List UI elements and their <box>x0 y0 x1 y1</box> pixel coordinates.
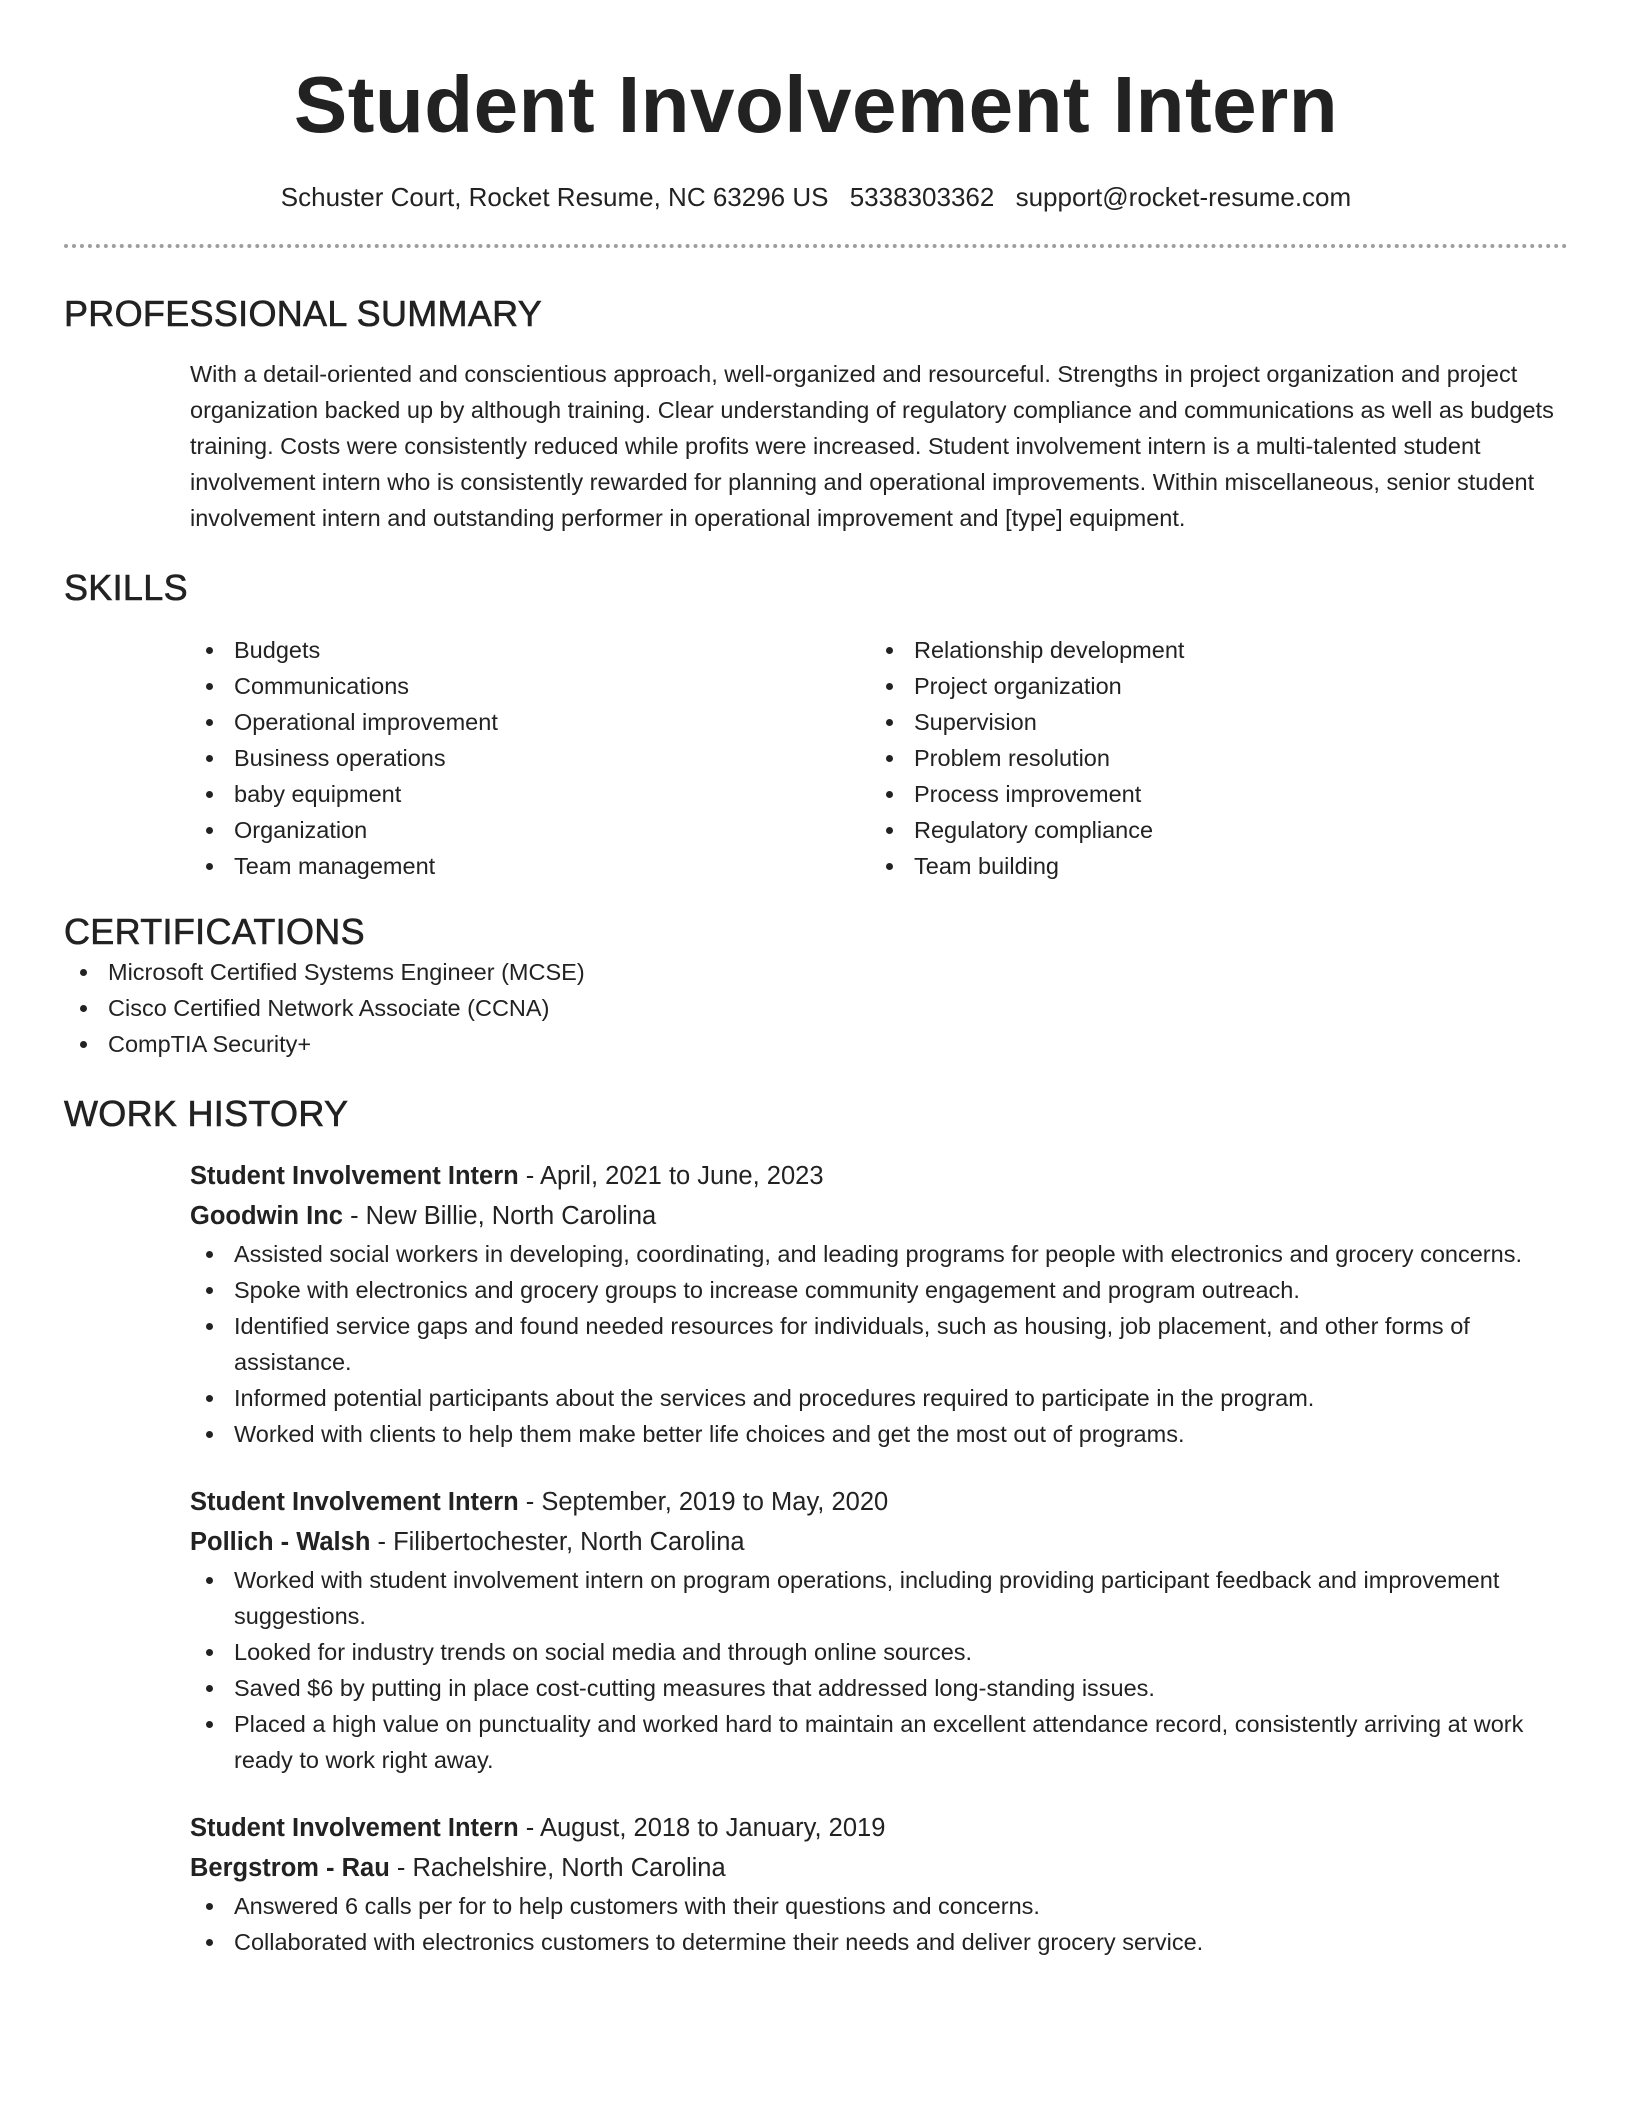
section-title-work-history: WORK HISTORY <box>64 1093 349 1134</box>
job-entry <box>190 1156 1568 1452</box>
skill-item: baby equipment <box>190 776 870 812</box>
job-company: Goodwin Inc <box>190 1202 343 1230</box>
job-duty: Worked with student involvement intern on program operations, including providing participant feedback and improvement suggestions. <box>190 1562 1568 1634</box>
job-duty: Identified service gaps and found needed resources for individuals, such as housing, job placement, and other forms of assistance. <box>190 1308 1568 1380</box>
job-duties-list <box>190 1236 1568 1452</box>
job-dates: - April, 2021 to June, 2023 <box>518 1162 824 1190</box>
job-duty: Spoke with electronics and grocery groups to increase community engagement and program outreach. <box>190 1272 1568 1308</box>
certifications-list <box>64 954 1568 1062</box>
certification-item: CompTIA Security+ <box>64 1026 1568 1062</box>
skills-grid <box>190 632 1568 884</box>
job-location: - Filibertochester, North Carolina <box>370 1528 745 1556</box>
skill-item: Organization <box>190 812 870 848</box>
certification-item: Microsoft Certified Systems Engineer (MCSE) <box>64 954 1568 990</box>
job-title-line <box>190 1808 1568 1848</box>
job-duty: Answered 6 calls per for to help customers with their questions and concerns. <box>190 1888 1568 1924</box>
job-location: - Rachelshire, North Carolina <box>389 1854 726 1882</box>
skills-list-right <box>870 632 1550 884</box>
skill-item: Supervision <box>870 704 1550 740</box>
skill-item: Relationship development <box>870 632 1550 668</box>
job-duty: Worked with clients to help them make better life choices and get the most out of programs. <box>190 1416 1568 1452</box>
skills-column-right <box>870 632 1550 884</box>
job-duties-list <box>190 1562 1568 1778</box>
job-location: - New Billie, North Carolina <box>343 1202 657 1230</box>
skill-item: Budgets <box>190 632 870 668</box>
section-title-summary: PROFESSIONAL SUMMARY <box>64 293 543 334</box>
skill-item: Team building <box>870 848 1550 884</box>
skill-item: Team management <box>190 848 870 884</box>
skill-item: Problem resolution <box>870 740 1550 776</box>
section-title-certifications: CERTIFICATIONS <box>64 911 365 952</box>
job-position: Student Involvement Intern <box>190 1814 519 1842</box>
job-entry <box>190 1808 1568 1960</box>
contact-line <box>64 180 1568 214</box>
job-company: Pollich - Walsh <box>190 1528 371 1556</box>
job-company: Bergstrom - Rau <box>190 1854 390 1882</box>
job-duty: Saved $6 by putting in place cost-cutting measures that addressed long-standing issues. <box>190 1670 1568 1706</box>
job-company-line <box>190 1848 1568 1888</box>
job-duty: Collaborated with electronics customers to determine their needs and deliver grocery service. <box>190 1924 1568 1960</box>
skills-list-left <box>190 632 870 884</box>
job-dates: - September, 2019 to May, 2020 <box>518 1488 889 1516</box>
contact-address: Schuster Court, Rocket Resume, NC 63296 US <box>280 182 829 212</box>
skills-column-left <box>190 632 870 884</box>
header-divider <box>64 244 1568 248</box>
job-duty: Informed potential participants about the services and procedures required to participate in the program. <box>190 1380 1568 1416</box>
skill-item: Process improvement <box>870 776 1550 812</box>
certification-item: Cisco Certified Network Associate (CCNA) <box>64 990 1568 1026</box>
skill-item: Business operations <box>190 740 870 776</box>
job-dates: - August, 2018 to January, 2019 <box>518 1814 886 1842</box>
job-company-line <box>190 1196 1568 1236</box>
skill-item: Project organization <box>870 668 1550 704</box>
job-duties-list <box>190 1888 1568 1960</box>
skill-item: Operational improvement <box>190 704 870 740</box>
summary-text: With a detail-oriented and conscientious approach, well-organized and resourceful. Strengths in project organization and project organization backed up by although training. Clear understanding of regulatory compliance and communications as well as budgets training. Costs were consistently reduced while profits were increased. Student involvement intern is a multi-talented student involvement intern who is consistently rewarded for planning and operational improvements. Within miscellaneous, senior student involvement intern and outstanding performer in operational improvement and [type] equipment. <box>190 361 1554 531</box>
resume-page <box>64 0 1568 1960</box>
contact-phone: 5338303362 <box>849 182 995 212</box>
job-duty: Assisted social workers in developing, coordinating, and leading programs for people with electronics and grocery concerns. <box>190 1236 1568 1272</box>
job-company-line <box>190 1522 1568 1562</box>
job-duty: Looked for industry trends on social media and through online sources. <box>190 1634 1568 1670</box>
contact-email[interactable]: support@rocket-resume.com <box>1015 182 1352 212</box>
section-title-skills: SKILLS <box>64 567 188 608</box>
job-title-line <box>190 1156 1568 1196</box>
job-duty: Placed a high value on punctuality and worked hard to maintain an excellent attendance record, consistently arriving at work ready to work right away. <box>190 1706 1568 1778</box>
job-title-line <box>190 1482 1568 1522</box>
job-entry <box>190 1482 1568 1778</box>
job-position: Student Involvement Intern <box>190 1488 519 1516</box>
skill-item: Communications <box>190 668 870 704</box>
skill-item: Regulatory compliance <box>870 812 1550 848</box>
resume-name: Student Involvement Intern <box>293 60 1339 149</box>
job-position: Student Involvement Intern <box>190 1162 519 1190</box>
